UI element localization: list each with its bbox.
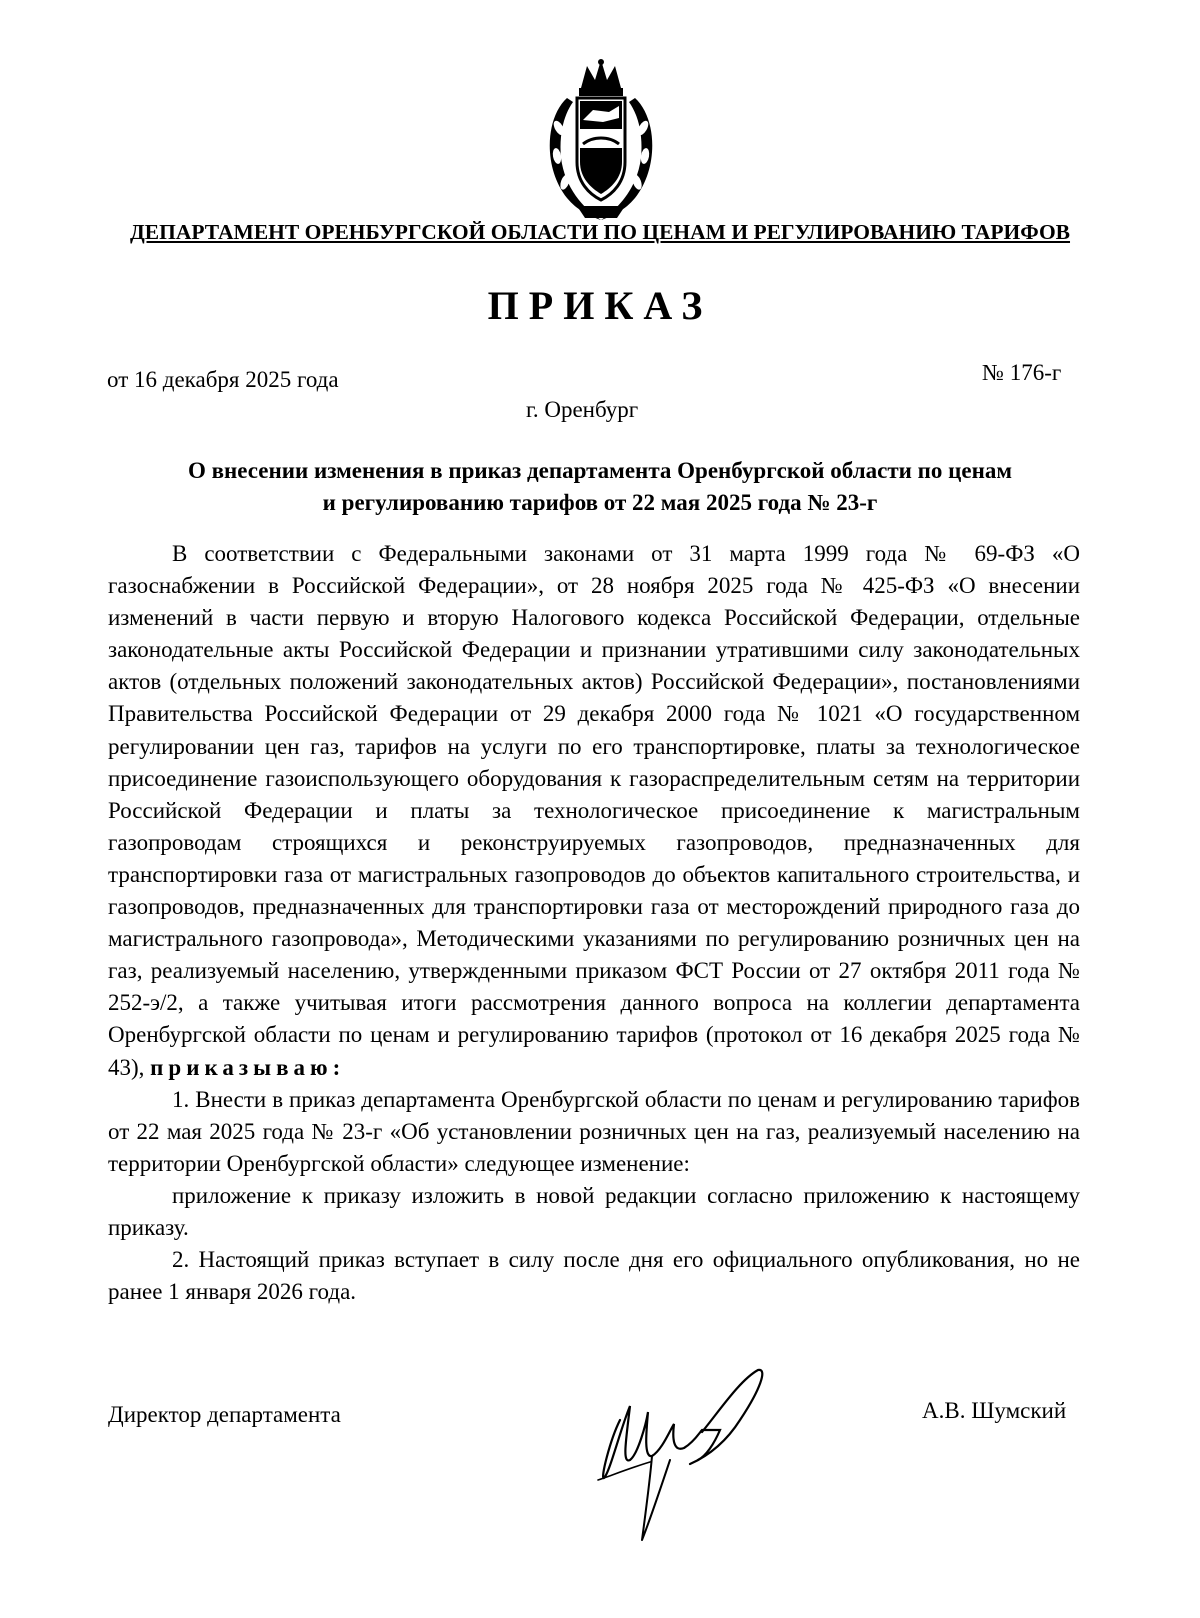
preamble-paragraph <box>108 538 1080 1084</box>
item-1-detail-paragraph: приложение к приказу изложить в новой редакции согласно приложению к настоящему приказу. <box>108 1182 1080 1240</box>
item-1-paragraph: 1. Внести в приказ департамента Оренбургской области по ценам и регулированию тарифов от 22 мая 2025 года № 23-г «Об установлении розничных цен на газ, реализуемый населению на территории Оренбургской области» следующее изменение: <box>108 1086 1080 1176</box>
subject-line-1: О внесении изменения в приказ департамента Оренбургской области по ценам <box>187 458 1013 483</box>
handwritten-signature <box>590 1360 780 1550</box>
order-body <box>108 538 1080 1308</box>
order-city: г. Оренбург <box>526 397 639 422</box>
department-name: ДЕПАРТАМЕНТ ОРЕНБУРГСКОЙ ОБЛАСТИ ПО ЦЕНАМ И РЕГУЛИРОВАНИЮ ТАРИФОВ <box>129 220 1071 244</box>
item-2-paragraph: 2. Настоящий приказ вступает в силу после дня его официального опубликования, но не ранее 1 января 2026 года. <box>108 1247 1080 1305</box>
signatory-role: Директор департамента <box>108 1402 341 1427</box>
subject-line-2: и регулированию тарифов от 22 мая 2025 года № 23-г <box>322 490 878 515</box>
document-title: ПРИКАЗ <box>487 283 713 328</box>
order-date: от 16 декабря 2025 года <box>107 367 339 392</box>
coat-of-arms-icon <box>537 58 665 226</box>
order-subject <box>100 455 1100 519</box>
decree-word: приказываю: <box>150 1054 346 1080</box>
order-number: № 176-г <box>982 360 1062 385</box>
preamble-text: В соответствии с Федеральными законами от 31 марта 1999 года № 69-ФЗ «О газоснабжении в Российской Федерации», от 28 ноября 2025 года № 425-ФЗ «О внесении изменений в части первую и вторую Налогового кодекса Российской Федерации, отдельные законодательные акты Российской Федерации и признании утратившими силу законодательных актов (отдельных положений законодательных актов) Российской Федерации», постановлениями Правительства Российской Федерации от 29 декабря 2000 года № 1021 «О государственном регулировании цен газ, тарифов на услуги по его транспортировке, платы за технологическое присоединение газоиспользующего оборудования к газораспределительным сетям на территории Российской Федерации и платы за технологическое присоединение к магистральным газопроводам строящихся и реконструируемых газопроводов, предназначенных для транспортировки газа от магистральных газопроводов до объектов капитального строительства, и газопроводов, предназначенных для транспортировки газа от месторождений природного газа до магистрального газопровода», Методическими указаниями по регулированию розничных цен на газ, реализуемый населению, утвержденными приказом ФСТ России от 27 октября 2011 года № 252-э/2, а также учитывая итоги рассмотрения данного вопроса на коллегии департамента Оренбургской области по ценам и регулированию тарифов (протокол от 16 декабря 2025 года № 43), <box>108 541 1080 1080</box>
signatory-name: А.В. Шумский <box>922 1398 1067 1423</box>
